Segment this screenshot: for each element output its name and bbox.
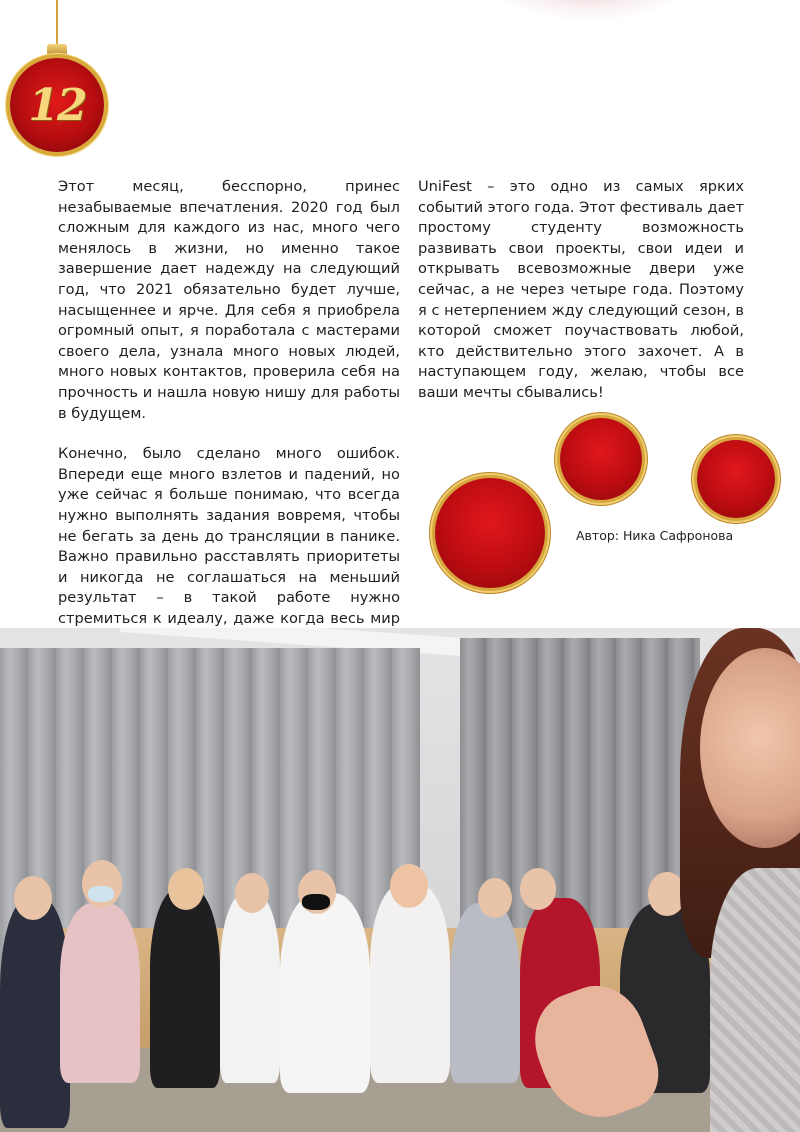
article-column-left bbox=[58, 177, 400, 650]
group-photo bbox=[0, 628, 800, 1132]
ornament-cap bbox=[47, 44, 67, 58]
paragraph: Этот месяц, бесспорно, принес незабываемые впечатления. 2020 год был сложным для каждого из нас, много чего менялось в жизни, но именно такое завершение дает надежду на следующий год, что 2021 обязательно будет лучше, насыщеннее и ярче. Для себя я приобрела огромный опыт, я поработала с мастерами своего дела, узнала много новых людей, много новых контактов, проверила себя на прочность и нашла новую нишу для работы в будущем. bbox=[58, 178, 400, 422]
decorative-ornament-ball bbox=[435, 478, 545, 588]
person bbox=[370, 883, 450, 1083]
person bbox=[150, 888, 220, 1088]
person bbox=[280, 893, 370, 1093]
ornament-ball bbox=[10, 58, 104, 152]
author-credit: Автор: Ника Сафронова bbox=[576, 528, 734, 543]
decorative-glow bbox=[490, 0, 690, 20]
page-number: 12 bbox=[28, 79, 86, 131]
person bbox=[220, 893, 280, 1083]
person bbox=[60, 903, 140, 1083]
paragraph: Конечно, было сделано много ошибок. Впереди еще много взлетов и падений, но уже сейчас я больше понимаю, что всегда нужно выполнять задания вовремя, чтобы не бегать за день до трансляции в панике. Важно правильно расставлять приоритеты и никогда не соглашаться на меньший результат – в такой работе нужно стремиться к идеалу, даже когда весь мир bbox=[58, 445, 400, 627]
decorative-ornament-ball bbox=[560, 418, 642, 500]
ornament-string bbox=[56, 0, 58, 48]
paragraph: UniFest – это одно из самых ярких событий этого года. Этот фестиваль дает простому студенту возможность развивать свои проекты, свои идеи и открывать всевозможные двери уже сейчас, а не через четыре года. Поэтому я с нетерпением жду следующий сезон, в которой сможет поучаствовать любой, кто действительно этого захочет. А в наступающем году, желаю, чтобы все ваши мечты сбывались! bbox=[418, 178, 745, 401]
article-column-right bbox=[418, 177, 744, 404]
decorative-ornament-ball bbox=[697, 440, 775, 518]
person bbox=[450, 903, 520, 1083]
page-number-ornament bbox=[10, 0, 104, 170]
